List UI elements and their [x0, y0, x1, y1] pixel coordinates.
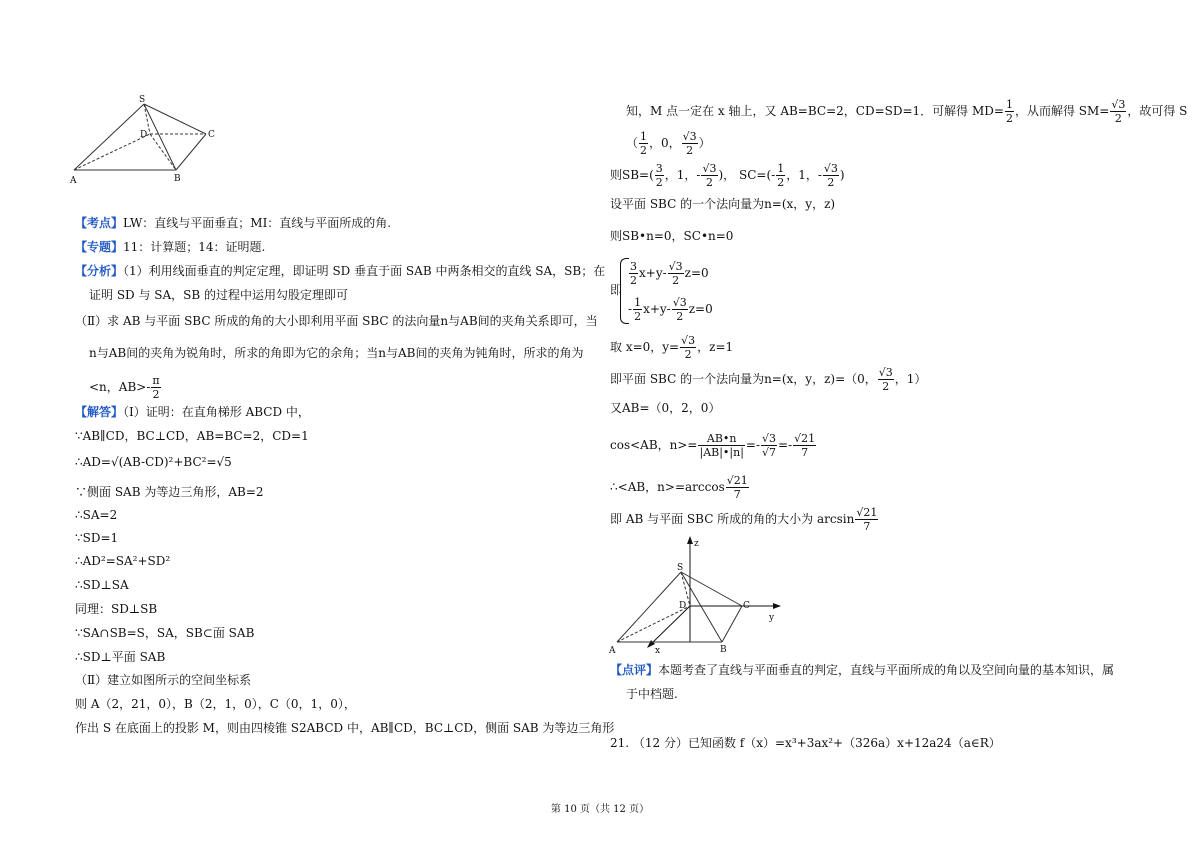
proof-line: ∴AD=√(AB-CD)²+BC²=√5: [75, 455, 232, 469]
right-line-3: 则SB=( $\frac{3}{2}$ ，1，- $\frac{√3}{2}$ )， SC=(- $\frac{1}{2}$ ，1，- $\frac{√3}{2}$ ): [610, 162, 845, 189]
right-line-5: 则SB•n=0，SC•n=0: [610, 229, 734, 243]
part2-line-1: （Ⅱ）求 AB 与平面 SBC 所成的角的大小即利用平面 SBC 的法向量n与AB间的夹角关系即可，当: [75, 314, 598, 328]
page-footer: 第 10 页（共 12 页）: [550, 804, 650, 815]
ji-label: 即: [610, 283, 623, 297]
axis-x-label: x: [655, 646, 661, 656]
proof-line: 同理：SD⊥SB: [75, 602, 158, 616]
label-d: D: [679, 601, 687, 611]
right-line-2: （ $\frac{1}{2}$ ，0， $\frac{√3}{2}$ ）: [626, 130, 711, 157]
label-a: A: [70, 176, 77, 186]
label-b: B: [720, 645, 727, 655]
zhuanti-line: 【专题】11：计算题；14：证明题.: [75, 240, 266, 254]
proof-line: ∵SA∩SB=S，SA，SB⊂面 SAB: [75, 626, 255, 640]
proof-line: ∵SD=1: [75, 531, 119, 545]
right-line-7: 取 x=0，y= $\frac{√3}{2}$ ，z=1: [610, 334, 734, 361]
kaodian-line: 【考点】LW：直线与平面垂直；MI：直线与平面所成的角.: [75, 216, 392, 230]
proof-line: ∴AD²=SA²+SD²: [75, 554, 171, 568]
part2-line-3: <n，AB>- $\frac{\pi}{2}$: [89, 374, 160, 401]
pyramid-coordinate-figure: [605, 536, 795, 656]
proof-line: ∴SA=2: [75, 508, 118, 522]
proof-line: 作出 S 在底面上的投影 M，则由四棱锥 S﻿2ABCD 中，AB∥CD，BC⊥CD，侧面 SAB 为等边三角形: [75, 721, 615, 735]
fenxi-line: 【分析】（1）利用线面垂直的判定定理，即证明 SD 垂直于面 SAB 中两条相交的直线 SA，SB；在: [75, 264, 606, 278]
pyramid-figure-1: [60, 92, 230, 187]
label-d: D: [140, 130, 148, 140]
axis-z-label: z: [694, 539, 699, 549]
right-line-11: ∴<AB，n>=arccos $\frac{√21}{7}$: [610, 474, 748, 501]
jieda-line: 【解答】（Ⅰ）证明：在直角梯形 ABCD 中，: [75, 405, 310, 419]
fenxi-line-2: 证明 SD 与 SA，SB 的过程中运用勾股定理即可: [89, 288, 349, 302]
right-line-10: cos<AB，n>= $\frac{AB•n}{|AB|•|n|}$ =- $\frac{√3}{√7}$ =- $\frac{√21}{7}$: [610, 432, 816, 459]
proof-line: ∴SD⊥平面 SAB: [75, 650, 166, 664]
label-s: S: [139, 95, 146, 105]
proof-line: ∴SD⊥SA: [75, 578, 129, 592]
dianping-line: 【点评】本题考查了直线与平面垂直的判定，直线与平面所成的角以及空间向量的基本知识，属: [610, 663, 1115, 677]
label-s: S: [677, 563, 684, 573]
question-21: 21. （12 分）已知函数 f（x）=x³+3ax²+（3﻿26a）x+12a﻿24（a∈R）: [610, 736, 1001, 750]
label-c: C: [743, 601, 750, 611]
dianping-line-2: 于中档题.: [626, 687, 678, 701]
label-c: C: [208, 130, 215, 140]
proof-line: ∵AB∥CD，BC⊥CD，AB=BC=2，CD=1: [75, 429, 309, 443]
right-line-8: 即平面 SBC 的一个法向量为n=(x，y，z)=（0， $\frac{√3}{2}$ ，1）: [610, 366, 927, 393]
label-a: A: [609, 646, 616, 656]
label-b: B: [174, 174, 181, 184]
axis-y-label: y: [769, 613, 775, 623]
system-eq-1: $\frac{3}{2}$ x+y- $\frac{√3}{2}$ z=0: [630, 260, 709, 287]
proof-line: （Ⅱ）建立如图所示的空间坐标系: [75, 673, 252, 687]
right-line-4: 设平面 SBC 的一个法向量为n=(x，y，z): [610, 197, 836, 211]
right-line-9: 又AB=（0，2，0）: [610, 401, 721, 415]
right-line-1: 知，M 点一定在 x 轴上，又 AB=BC=2，CD=SD=1．可解得 MD= $\frac{1}{2}$ ，从而解得 SM= $\frac{√3}{2}$ ，故可得 S: [626, 98, 1188, 125]
system-eq-2: - $\frac{1}{2}$ x+y- $\frac{√3}{2}$ z=0: [628, 296, 713, 323]
proof-line: ∵侧面 SAB 为等边三角形，AB=2: [75, 485, 264, 499]
part2-line-2: n与AB间的夹角为锐角时，所求的角即为它的余角；当n与AB间的夹角为钝角时，所求的角为: [89, 346, 584, 360]
right-line-12: 即 AB 与平面 SBC 所成的角的大小为 arcsin $\frac{√21}{7}$: [610, 506, 878, 533]
proof-line: 则 A（2，2﻿1，0），B（2，1，0），C（0，1，0），: [75, 697, 356, 711]
